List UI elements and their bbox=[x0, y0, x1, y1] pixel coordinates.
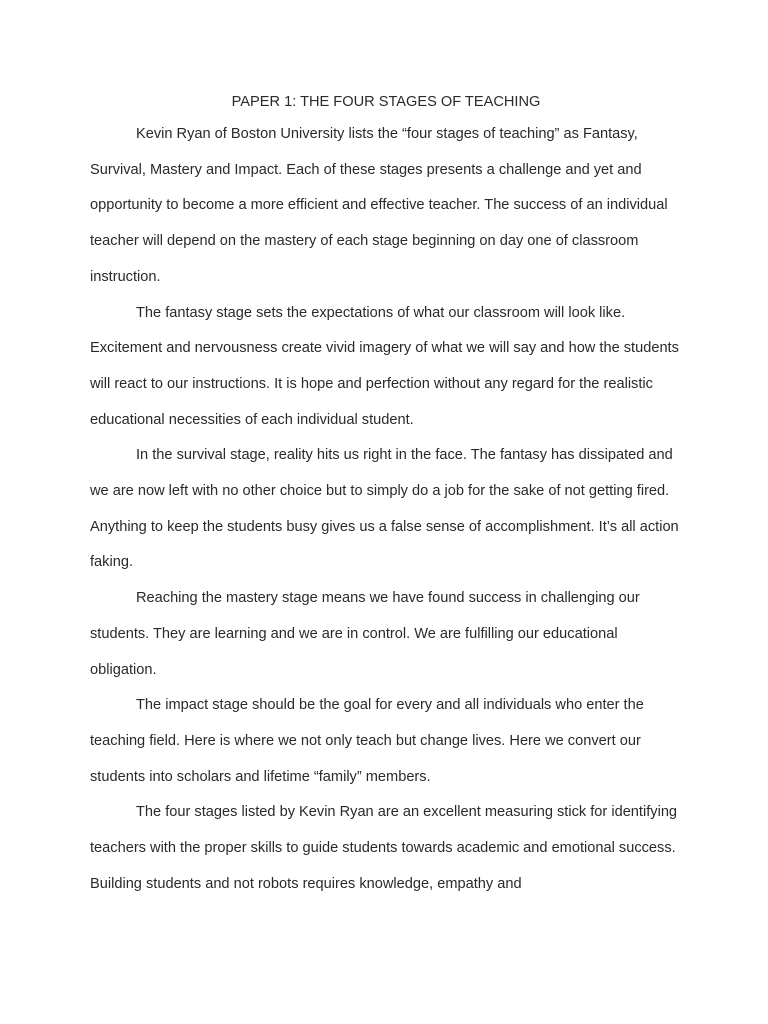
paragraph-conclusion: The four stages listed by Kevin Ryan are an excellent measuring stick for identifying teachers with the proper skills to guide students towards academic and emotional success. Building students and not robots requires knowledge, empathy and bbox=[90, 804, 678, 892]
paragraph-impact: The impact stage should be the goal for every and all individuals who enter the teaching field. Here is where we not only teach but change lives. Here we convert our students into scholars and lifetime “family” members. bbox=[90, 697, 644, 785]
document-title: PAPER 1: THE FOUR STAGES OF TEACHING bbox=[231, 94, 541, 110]
paragraph-intro: Kevin Ryan of Boston University lists the “four stages of teaching” as Fantasy, Survival, Mastery and Impact. Each of these stages presents a challenge and yet and opportunity to become a more efficient and effective teacher. The success of an individual teacher will depend on the mastery of each stage beginning on day one of classroom instruction. bbox=[90, 126, 668, 285]
document-body bbox=[90, 88, 682, 902]
paragraph-fantasy: The fantasy stage sets the expectations of what our classroom will look like. Excitement and nervousness create vivid imagery of what we will say and how the students will react to our instructions. It is hope and perfection without any regard for the realistic educational necessities of each individual student. bbox=[90, 304, 679, 428]
paragraph-mastery: Reaching the mastery stage means we have found success in challenging our students. They are learning and we are in control. We are fulfilling our educational obligation. bbox=[90, 590, 640, 678]
paragraph-survival: In the survival stage, reality hits us right in the face. The fantasy has dissipated and we are now left with no other choice but to simply do a job for the sake of not getting fired. Anything to keep the students busy gives us a false sense of accomplishment. It’s all action faking. bbox=[90, 447, 679, 571]
